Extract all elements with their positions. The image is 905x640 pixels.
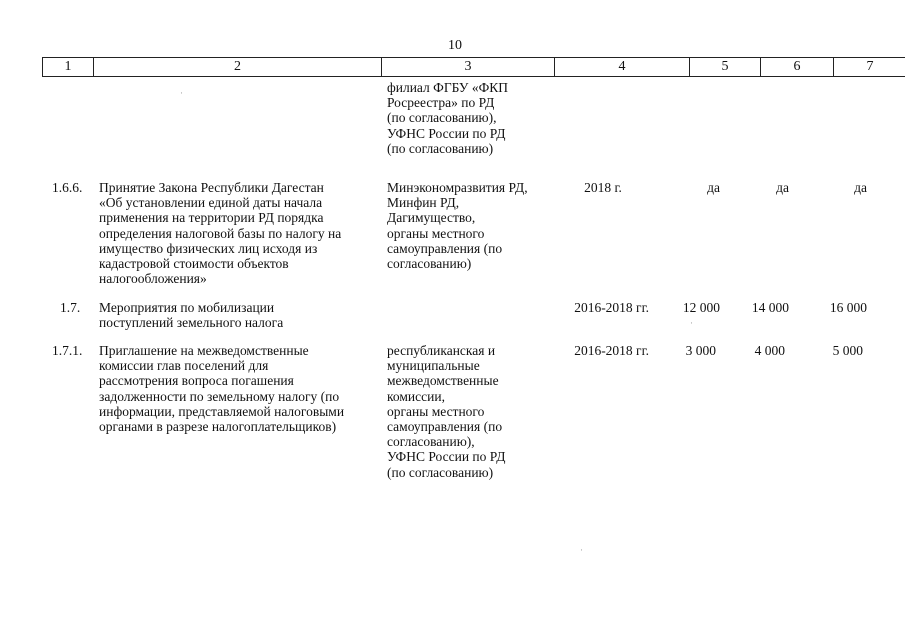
- row-col5: 3 000: [685, 343, 716, 358]
- header-col-2: 2: [94, 58, 382, 77]
- row-col7: да: [854, 180, 867, 195]
- row-measure: Мероприятия по мобилизации поступлений земельного налога: [99, 300, 284, 331]
- header-col-4: 4: [555, 58, 690, 77]
- row-measure: Приглашение на межведомственные комиссии глав поселений для рассмотрения вопроса погашения задолженности по земельному налогу (по информации, представляемой налоговыми органами в разрезе налогоплательщиков): [99, 343, 345, 435]
- row-period: 2016-2018 гг.: [574, 300, 649, 315]
- row-period: 2016-2018 гг.: [574, 343, 649, 358]
- scan-speck: ·: [690, 318, 693, 328]
- row-col7: 16 000: [829, 300, 867, 315]
- row-number: 1.7.1.: [52, 343, 83, 358]
- row-number: 1.7.: [60, 300, 81, 315]
- header-col-1: 1: [43, 58, 94, 77]
- continuation-executors: филиал ФГБУ «ФКП Росреестра» по РД (по согласованию), УФНС России по РД (по согласованию): [387, 80, 509, 156]
- row-executors: республиканская и муниципальные межведомственные комиссии, органы местного самоуправления (по согласованию), УФНС России по РД (по согласованию): [387, 343, 506, 480]
- header-col-6: 6: [761, 58, 834, 77]
- page-number: 10: [448, 38, 462, 53]
- row-number: 1.6.6.: [52, 180, 83, 195]
- header-row: [43, 58, 905, 77]
- header-col-5: 5: [690, 58, 761, 77]
- table-header: [42, 57, 905, 77]
- header-col-3: 3: [382, 58, 555, 77]
- row-measure: Принятие Закона Республики Дагестан «Об установлении единой даты начала применения на территории РД порядка определения налоговой базы по налогу на имущество физических лиц исходя из кадастровой стоимости объектов налогообложения»: [99, 180, 342, 287]
- scan-speck: ·: [580, 545, 583, 555]
- row-col6: да: [776, 180, 789, 195]
- row-col7: 5 000: [832, 343, 863, 358]
- row-executors: Минэкономразвития РД, Минфин РД, Дагимущество, органы местного самоуправления (по согласованию): [387, 180, 528, 272]
- row-col5: 12 000: [682, 300, 720, 315]
- row-col5: да: [707, 180, 720, 195]
- header-col-7: 7: [834, 58, 905, 77]
- scan-speck: ·: [180, 88, 183, 98]
- row-col6: 14 000: [751, 300, 789, 315]
- row-col6: 4 000: [754, 343, 785, 358]
- row-period: 2018 г.: [584, 180, 622, 195]
